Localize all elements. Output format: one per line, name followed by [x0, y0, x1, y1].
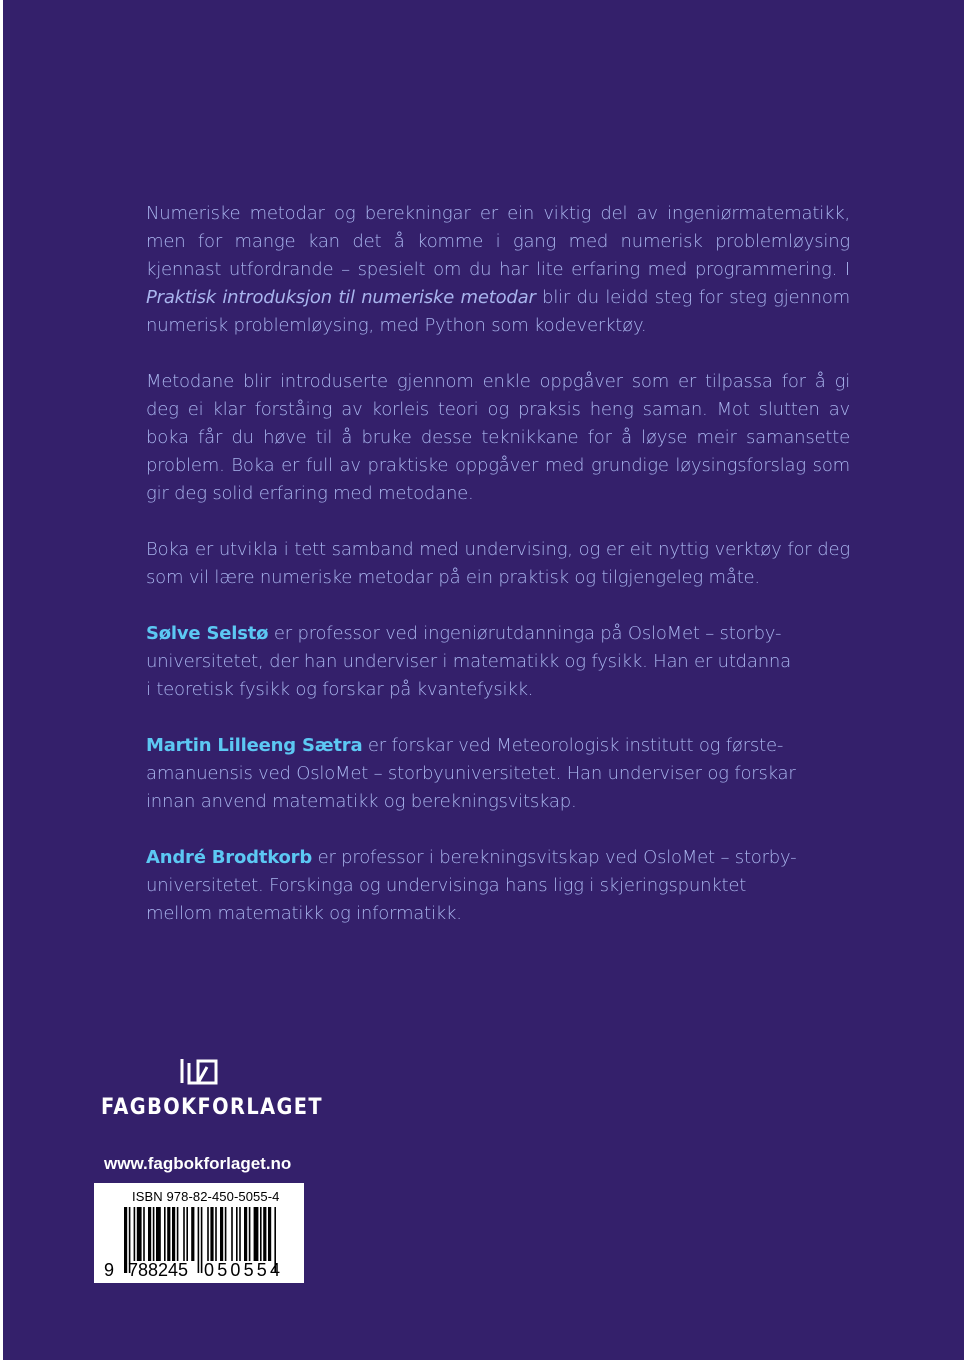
barcode-bar [201, 1207, 203, 1273]
isbn-barcode [94, 1183, 304, 1283]
barcode-bar [183, 1207, 185, 1261]
barcode-bar [134, 1207, 136, 1261]
publisher-website: www.fagbokforlaget.no [104, 1154, 292, 1173]
author-name: Martin Lilleeng Sætra [146, 735, 363, 756]
barcode-graphic [94, 1183, 304, 1283]
barcode-bar [172, 1207, 175, 1261]
barcode-bar [177, 1207, 179, 1261]
barcode-bar [220, 1207, 223, 1261]
barcode-digit-first: 9 [104, 1260, 115, 1280]
barcode-bar [231, 1207, 233, 1261]
description-paragraph-3: Boka er utvikla i tett samband med undervising, og er eit nyttig verktøy for deg som vil lære numeriske metodar på ein praktisk og tilgjengeleg måte. [146, 539, 850, 588]
barcode-bar [167, 1207, 170, 1261]
book-logo-icon [179, 1055, 219, 1087]
barcode-bar [153, 1207, 155, 1261]
description-paragraph-1: Numeriske metodar og berekningar er ein viktig del av ingeniørmatematikk, men for mange kan det å komme i gang med numerisk problemløysing kjennast utfordrande – spesielt om du har lite erfaring med programmering. I Praktisk introduksjon til numeriske metodar blir du leidd steg for steg gjennom numerisk problemløysing, med Python som kodeverktøy. [146, 203, 850, 336]
barcode-bar [244, 1207, 247, 1261]
book-title-italic: Praktisk introduksjon til numeriske metodar [146, 287, 536, 308]
barcode-bar [225, 1207, 227, 1261]
barcode-bar [263, 1207, 266, 1261]
barcode-digits-right: 050554 [204, 1260, 280, 1280]
barcode-bar [207, 1207, 209, 1261]
author-bio-2: Martin Lilleeng Sætra er forskar ved Meteorologisk institutt og første- amanuensis ved OsloMet – storbyuniversitetet. Han underviser og forskar innan anvend matematikk og berekningsvitskap. [146, 735, 796, 812]
barcode-bar [249, 1207, 251, 1261]
barcode-bar [210, 1207, 213, 1261]
publisher-logo [101, 1055, 324, 1121]
publisher-name: FAGBOKFORLAGET [101, 1095, 324, 1120]
author-bio-3: André Brodtkorb er professor i berekningsvitskap ved OsloMet – storby- universitetet. Forskinga og undervisinga hans ligg i skjeringspunktet mellom matematikk og informatikk. [146, 847, 797, 924]
barcode-bar [156, 1207, 161, 1261]
barcode-bar [186, 1207, 188, 1261]
barcode-bar [260, 1207, 262, 1261]
author-bio-1: Sølve Selstø er professor ved ingeniørutdanninga på OsloMet – storby- universitetet, der han underviser i matematikk og fysikk. Han er utdanna i teoretisk fysikk og forskar på kvantefysikk. [146, 623, 791, 700]
barcode-bar [143, 1207, 145, 1261]
author-name: André Brodtkorb [146, 847, 313, 868]
back-cover-text [146, 200, 850, 956]
barcode-bar [191, 1207, 194, 1261]
barcode-bar [164, 1207, 166, 1261]
author-name: Sølve Selstø [146, 623, 269, 644]
barcode-bar [148, 1207, 151, 1261]
barcode-bar [236, 1207, 238, 1261]
description-paragraph-2: Metodane blir introduserte gjennom enkle oppgåver som er tilpassa for å gi deg ei klar forståing av korleis teori og praksis heng saman. Mot slutten av boka får du høve til å bruke desse teknikkane for å løyse meir samansette problem. Boka er full av praktiske oppgåver med grundige løysingsforslag som gir deg solid erfaring med metodane. [146, 371, 850, 504]
barcode-bar [215, 1207, 217, 1261]
left-edge-strip [0, 0, 3, 1360]
isbn-label: ISBN 978-82-450-5055-4 [132, 1189, 280, 1204]
barcode-digits-left: 788245 [128, 1260, 188, 1280]
barcode-bar [198, 1207, 200, 1273]
barcode-bar [268, 1207, 271, 1261]
barcode-bar [124, 1207, 127, 1273]
barcode-bar [137, 1207, 142, 1261]
barcode-bar [239, 1207, 241, 1261]
barcode-bar [254, 1207, 259, 1261]
